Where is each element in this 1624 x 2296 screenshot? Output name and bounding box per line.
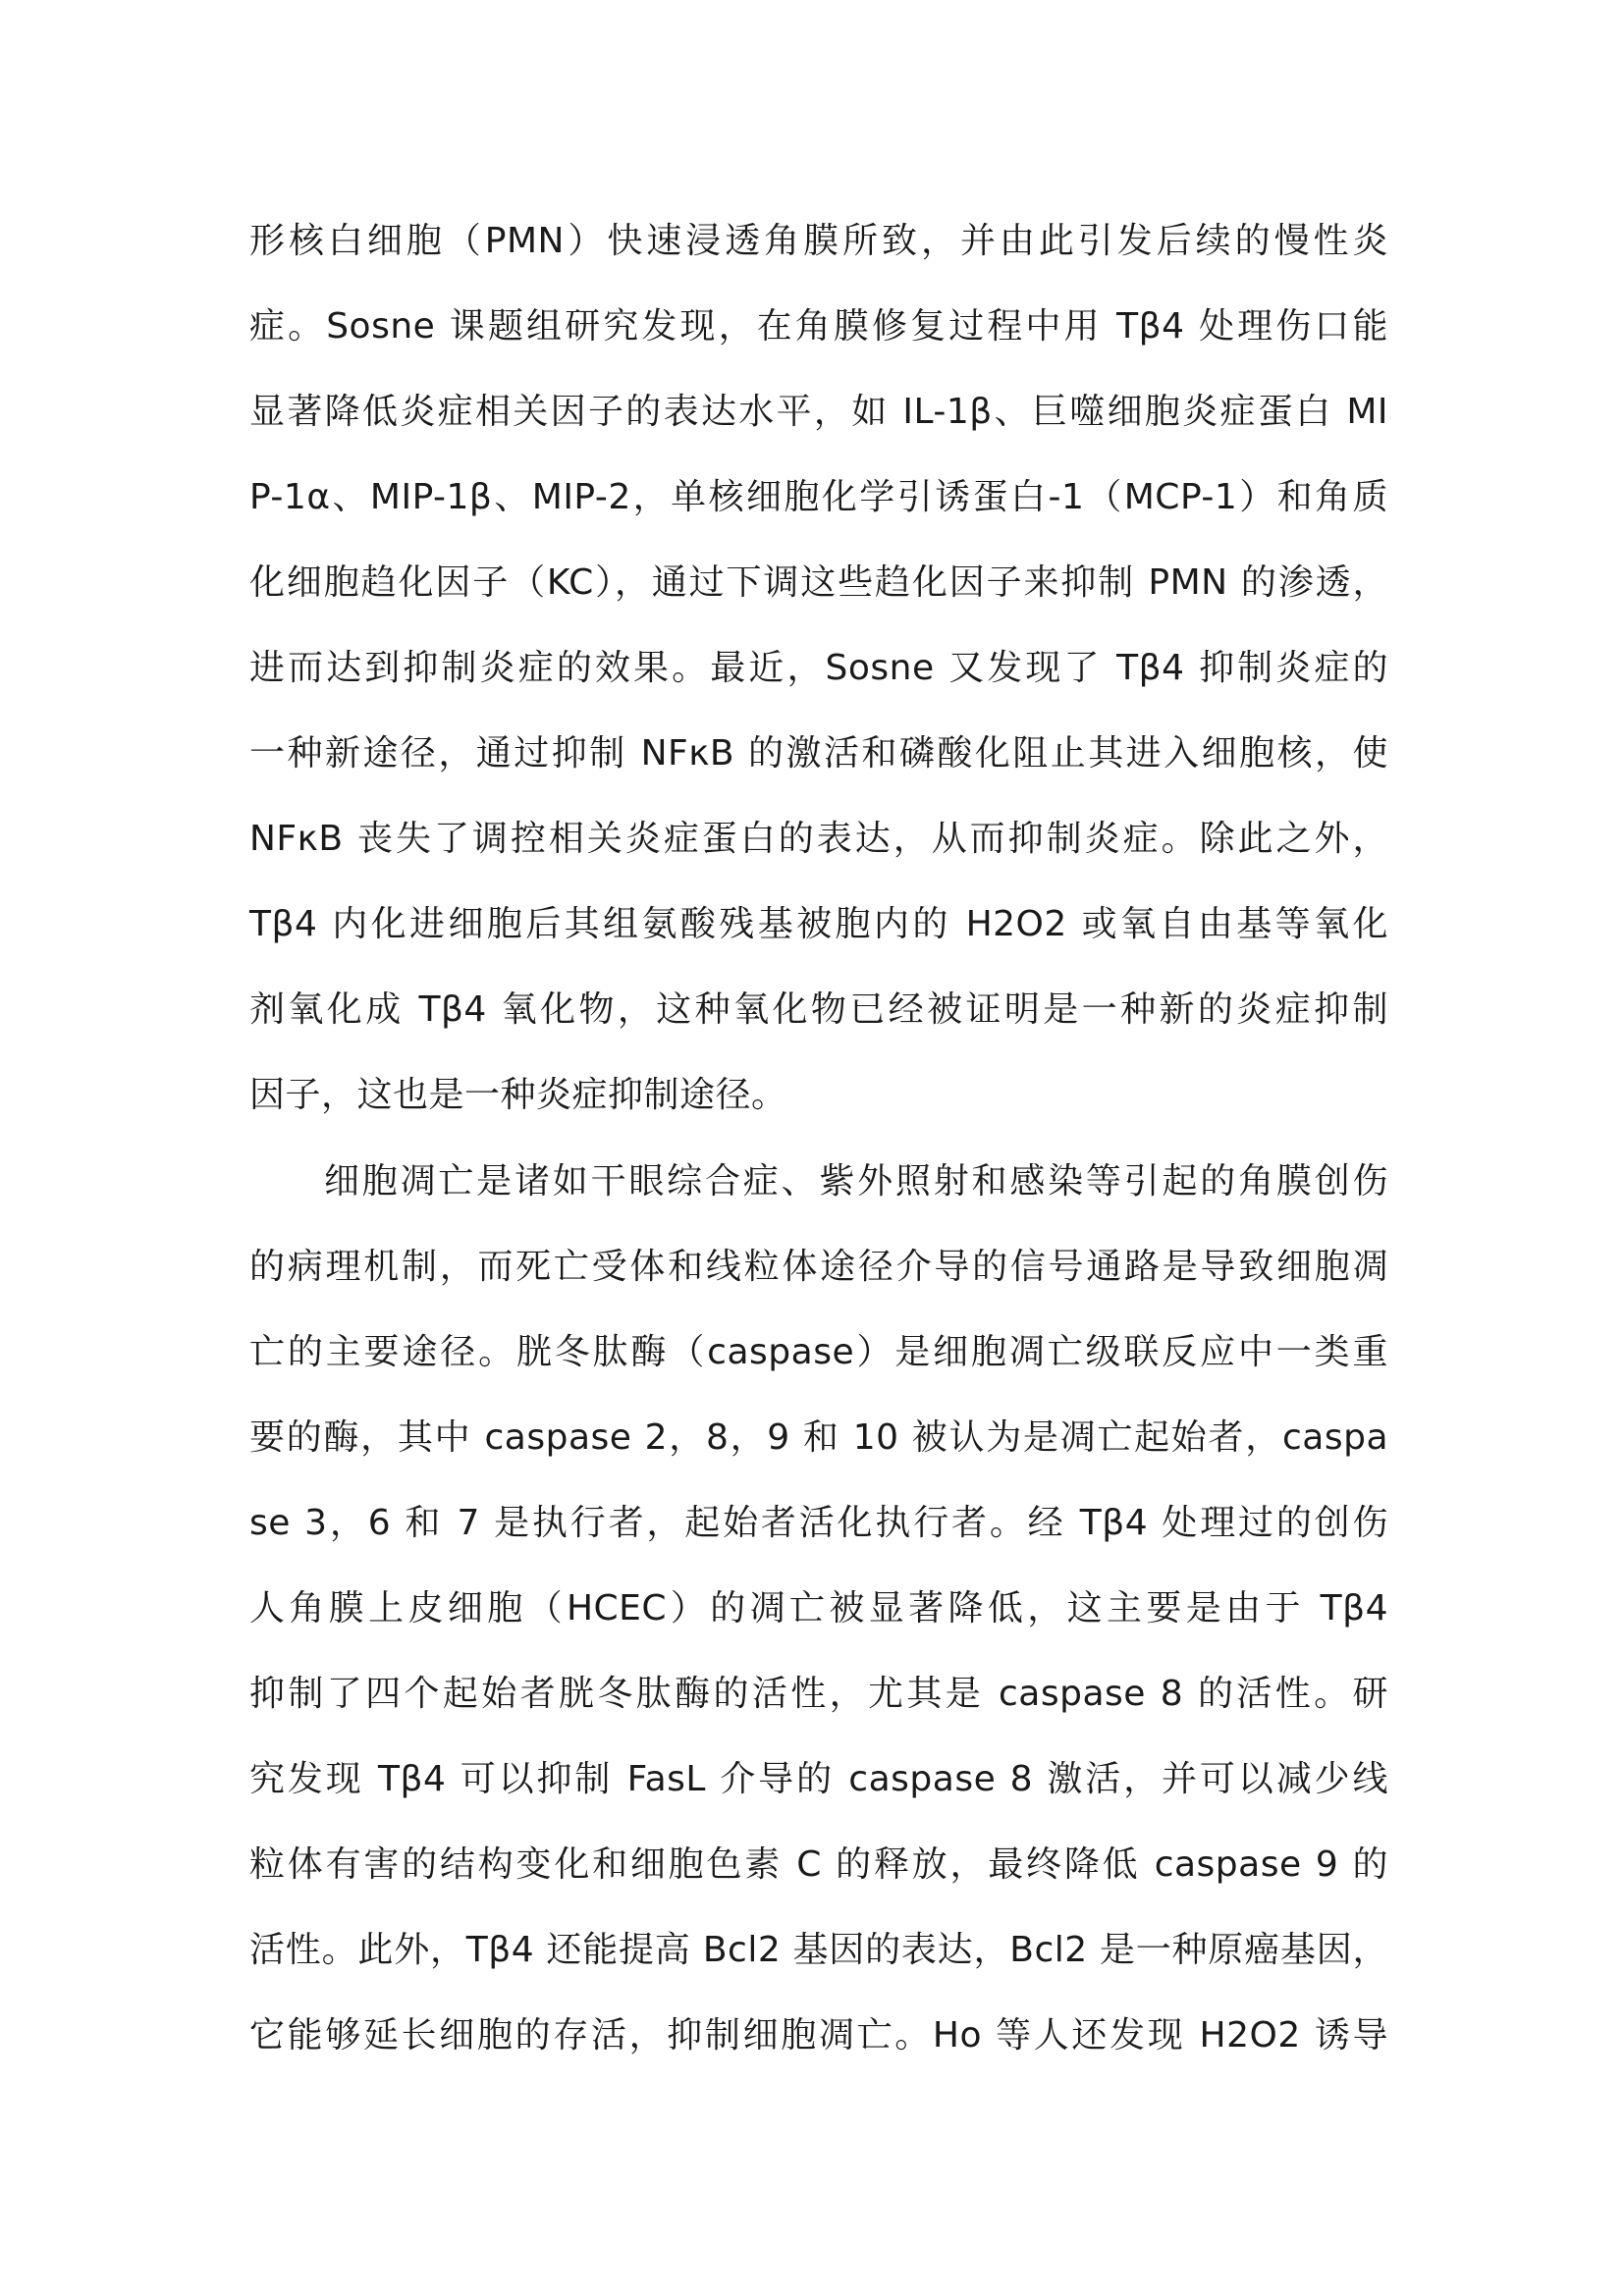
text-line: 亡的主要途径。胱冬肽酶（caspase）是细胞凋亡级联反应中一类重 (249, 1332, 1388, 1372)
text-line: 症。Sosne 课题组研究发现，在角膜修复过程中用 Tβ4 处理伤口能 (249, 306, 1388, 347)
text-line: 细胞凋亡是诸如干眼综合症、紫外照射和感染等引起的角膜创伤 (324, 1161, 1388, 1201)
text-line: se 3，6 和 7 是执行者，起始者活化执行者。经 Tβ4 处理过的创伤 (249, 1503, 1388, 1543)
text-line: 人角膜上皮细胞（HCEC）的凋亡被显著降低，这主要是由于 Tβ4 (249, 1588, 1388, 1629)
text-line: 它能够延长细胞的存活，抑制细胞凋亡。Ho 等人还发现 H2O2 诱导 (249, 2015, 1388, 2056)
text-line: 进而达到抑制炎症的效果。最近，Sosne 又发现了 Tβ4 抑制炎症的 (249, 648, 1388, 688)
text-line: 因子，这也是一种炎症抑制途径。 (249, 1075, 787, 1115)
text-line: P-1α、MIP-1β、MIP-2，单核细胞化学引诱蛋白-1（MCP-1）和角质 (249, 477, 1388, 517)
text-line: 剂氧化成 Tβ4 氧化物，这种氧化物已经被证明是一种新的炎症抑制 (249, 989, 1388, 1030)
text-line: NFκB 丧失了调控相关炎症蛋白的表达，从而抑制炎症。除此之外， (249, 819, 1388, 859)
text-line: 活性。此外，Tβ4 还能提高 Bcl2 基因的表达，Bcl2 是一种原癌基因， (249, 1930, 1388, 1970)
text-line: 要的酶，其中 caspase 2，8，9 和 10 被认为是凋亡起始者，caspa (249, 1417, 1388, 1458)
text-line: 显著降低炎症相关因子的表达水平，如 IL-1β、巨噬细胞炎症蛋白 MI (249, 392, 1388, 432)
text-line: 的病理机制，而死亡受体和线粒体途径介导的信号通路是导致细胞凋 (249, 1247, 1388, 1287)
text-line: 形核白细胞（PMN）快速浸透角膜所致，并由此引发后续的慢性炎 (249, 221, 1388, 261)
text-line: 化细胞趋化因子（KC），通过下调这些趋化因子来抑制 PMN 的渗透， (249, 562, 1388, 603)
text-line: Tβ4 内化进细胞后其组氨酸残基被胞内的 H2O2 或氧自由基等氧化 (249, 904, 1388, 944)
text-line: 粒体有害的结构变化和细胞色素 C 的释放，最终降低 caspase 9 的 (249, 1844, 1388, 1885)
text-line: 抑制了四个起始者胱冬肽酶的活性，尤其是 caspase 8 的活性。研 (249, 1674, 1388, 1714)
text-line: 一种新途径，通过抑制 NFκB 的激活和磷酸化阻止其进入细胞核，使 (249, 733, 1388, 774)
text-line: 究发现 Tβ4 可以抑制 FasL 介导的 caspase 8 激活，并可以减少线 (249, 1759, 1388, 1799)
